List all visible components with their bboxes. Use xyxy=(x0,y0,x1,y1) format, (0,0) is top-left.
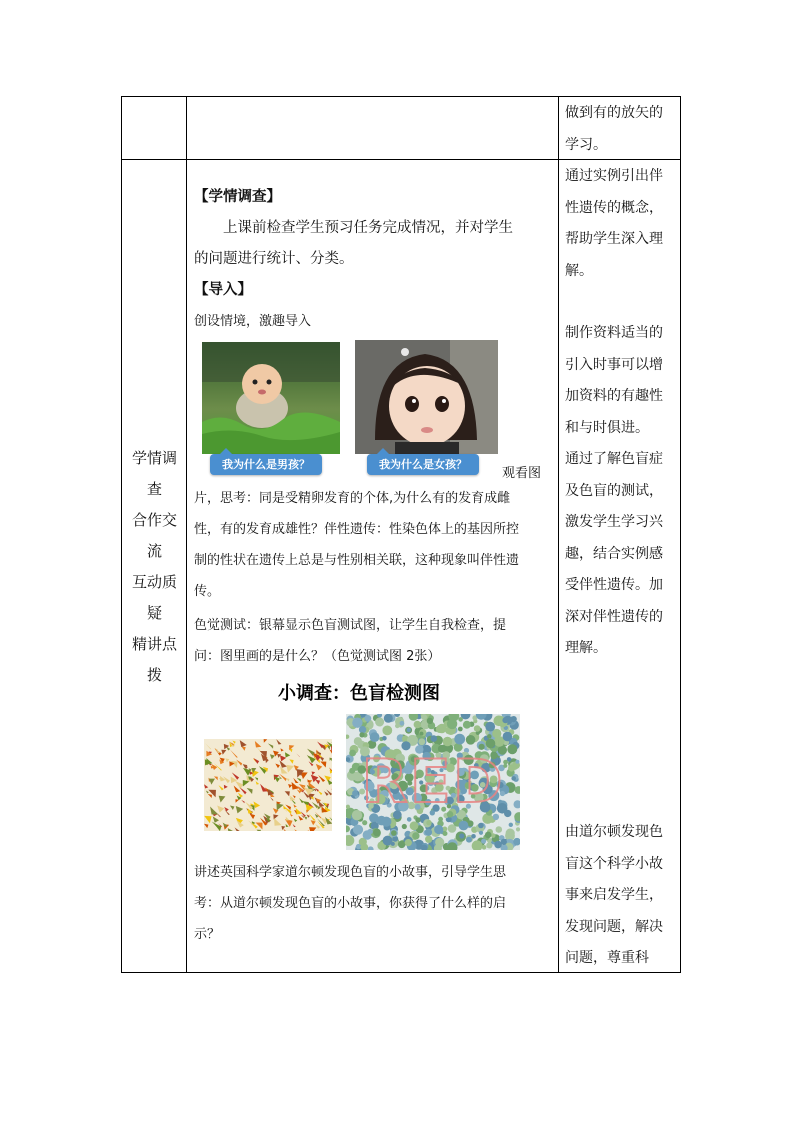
girl-question-bubble: 我为什么是女孩？ xyxy=(367,454,479,475)
note-line: 受伴性遗传。加 xyxy=(565,577,663,593)
note-line: 发现问题，解决 xyxy=(565,918,663,935)
section-heading-intro: 【导入】 xyxy=(194,282,252,298)
paragraph-line: 观看图 xyxy=(502,466,542,481)
paragraph-line: 的问题进行统计、分类。 xyxy=(194,251,354,267)
note-line: 帮助学生深入理 xyxy=(565,231,663,247)
note-block-1 xyxy=(565,161,677,287)
main-content xyxy=(194,182,554,337)
paragraph-line: 制的性状在遗传上总是与性别相关联，这种现象叫伴性遗 xyxy=(194,553,520,568)
stage-line: 流 xyxy=(146,541,162,560)
stage-line: 合作交 xyxy=(131,510,177,529)
note-line: 通过实例引出伴 xyxy=(565,168,663,184)
sex-linked-paragraph xyxy=(194,483,556,672)
baby-boy-image xyxy=(202,342,340,454)
note-line: 由道尔顿发现色 xyxy=(565,824,663,840)
note-block-2 xyxy=(565,318,677,665)
note-line: 事来启发学生， xyxy=(565,887,663,903)
colorblind-figure xyxy=(195,677,523,855)
paragraph-line: 传。 xyxy=(194,584,221,599)
note-line: 及色盲的测试， xyxy=(565,482,663,499)
stage-line: 疑 xyxy=(146,603,162,622)
stage-line: 查 xyxy=(146,479,162,498)
note-line: 制作资料适当的 xyxy=(565,325,663,341)
note-line: 解。 xyxy=(565,262,593,279)
paragraph-line: 考：从道尔顿发现色盲的小故事，你获得了什么样的启 xyxy=(194,896,507,911)
paragraph-line: 示？ xyxy=(194,927,221,942)
paragraph-line: 片，思考：同是受精卵发育的个体,为什么有的发育成雌 xyxy=(194,491,511,506)
stage-line: 互动质 xyxy=(131,572,177,591)
paragraph-line: 色觉测试：银幕显示色盲测试图，让学生自我检查，提 xyxy=(194,618,507,633)
dalton-paragraph xyxy=(194,857,556,950)
intro-caption: 创设情境，激趣导入 xyxy=(194,314,312,329)
note-line: 盲这个科学小故 xyxy=(565,855,663,872)
note-line: 性遗传的概念， xyxy=(565,199,663,216)
paragraph-line: 上课前检查学生预习任务完成情况，并对学生 xyxy=(223,220,513,236)
section-heading-survey: 【学情调查】 xyxy=(194,189,281,205)
paragraph-line: 问：图里画的是什么？（色觉测试图 2张） xyxy=(194,649,441,664)
note-line: 激发学生学习兴 xyxy=(565,514,663,530)
note-block-3 xyxy=(565,817,677,975)
paragraph-line: 讲述英国科学家道尔顿发现色盲的小故事，引导学生思 xyxy=(194,865,507,880)
lesson-table xyxy=(121,96,681,973)
row1-note xyxy=(565,98,677,161)
note-line: 通过了解色盲症 xyxy=(565,451,663,467)
stage-line: 拨 xyxy=(146,665,162,684)
boy-question-bubble: 我为什么是男孩？ xyxy=(210,454,322,475)
row1-note-line: 学习。 xyxy=(565,136,607,153)
col-divider-2 xyxy=(558,97,559,972)
note-line: 引入时事可以增 xyxy=(565,356,663,373)
plate-hidden-word: RED xyxy=(361,747,505,817)
note-line: 问题，尊重科 xyxy=(565,950,649,966)
baby-girl-photo xyxy=(355,340,498,454)
colorblind-plate-1 xyxy=(204,739,332,831)
row1-note-line: 做到有的放矢的 xyxy=(565,105,663,121)
note-line: 深对伴性遗传的 xyxy=(565,608,663,625)
note-line: 和与时俱进。 xyxy=(565,419,649,436)
stage-line: 学情调 xyxy=(131,448,177,467)
stage-line: 精讲点 xyxy=(131,634,177,653)
baby-girl-image xyxy=(355,340,498,454)
paragraph-line: 性，有的发育成雄性？伴性遗传：性染色体上的基因所控 xyxy=(194,522,520,537)
baby-boy-photo xyxy=(202,342,340,454)
note-line: 加资料的有趣性 xyxy=(565,388,663,404)
stage-cell xyxy=(122,160,187,973)
colorblind-title: 小调查：色盲检测图 xyxy=(278,683,440,704)
note-line: 理解。 xyxy=(565,640,607,656)
note-line: 趣，结合实例感 xyxy=(565,545,663,562)
